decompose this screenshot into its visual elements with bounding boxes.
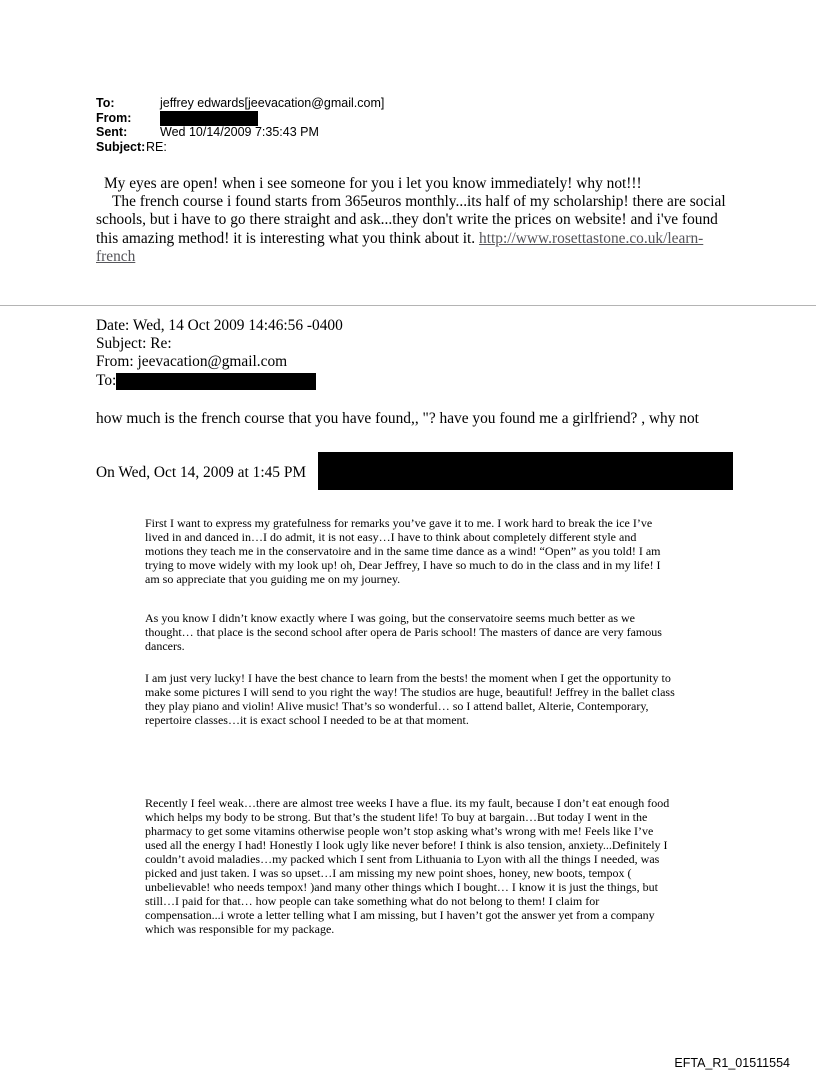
reply-message bbox=[96, 175, 736, 266]
redaction-bar bbox=[116, 373, 316, 390]
rosettastone-link[interactable]: http://www.rosettastone.co.uk/learn-french bbox=[96, 229, 704, 265]
quoted-paragraph-3: I am just very lucky! I have the best chance to learn from the bests! the moment when I get the opportunity to make some pictures I will send to you right the way! The studios are huge, beautiful! Jeffrey in the ballet class they play piano and violin! Alive music! That’s so wonderful… so I attend ballet, Alterie, Contemporary, repertoire classes…it is exact school I needed to be at that moment. bbox=[145, 671, 675, 727]
to-label: To: bbox=[96, 96, 115, 110]
quoted-paragraph-4: Recently I feel weak…there are almost tree weeks I have a flue. its my fault, because I don’t eat enough food which helps my body to be strong. But that’s the student life! To buy at bargain…But today I went in the pharmacy to get some vitamins otherwise people won’t stop asking what’s wrong with me! Feels like I’ve used all the energy I had! Honestly I look ugly like never before! I think is also tension, anxiety...Definitely I couldn’t avoid maladies…my packed which I sent from Lithuania to Lyon with all the things I needed, was picked and just taken. I was so upset…I am missing my new point shoes, honey, new boots, tempox ( unbelievable! who needs tempox! )and many other things which I bought… I know it is just the things, but still…I paid for that… how people can take something what do not belong to them! I claim for compensation...i wrote a letter telling what I am missing, but I haven’t got the answer yet from a company which was responsible for my package. bbox=[145, 796, 670, 936]
subject-label: Subject: bbox=[96, 139, 146, 154]
fwd-subject: Subject: Re: bbox=[96, 335, 172, 353]
forwarded-header bbox=[96, 317, 343, 390]
reply-line-1: My eyes are open! when i see someone for you i let you know immediately! why not!!! bbox=[104, 175, 642, 192]
from-label: From: bbox=[96, 110, 132, 125]
fwd-to-label: To: bbox=[96, 371, 117, 389]
fwd-to-row bbox=[96, 372, 343, 390]
sent-value: Wed 10/14/2009 7:35:43 PM bbox=[160, 125, 319, 140]
question-text: how much is the french course that you have found,, "? have you found me a girlfriend? , why not bbox=[96, 410, 699, 427]
email-header bbox=[96, 96, 384, 154]
divider bbox=[0, 305, 816, 306]
fwd-from: From: jeevacation@gmail.com bbox=[96, 353, 288, 371]
quote-intro bbox=[96, 452, 696, 490]
fwd-date: Date: Wed, 14 Oct 2009 14:46:56 -0400 bbox=[96, 317, 343, 334]
to-value: jeffrey edwards[jeevacation@gmail.com] bbox=[160, 96, 385, 110]
subject-value: RE: bbox=[146, 139, 167, 154]
subject-row bbox=[96, 140, 384, 155]
quoted-paragraph-1: First I want to express my gratefulness for remarks you’ve gave it to me. I work hard to break the ice I’ve lived in and danced in…I do admit, it is not easy…I have to think about completely different style and motions they teach me in the conservatoire and in the same time dance as a wind! “Open” as you told! I am trying to move widely with my look up! oh, Dear Jeffrey, I have so much to do in the class and in my life! I am so appreciate that you guiding me on my journey. bbox=[145, 516, 661, 586]
to-row bbox=[96, 96, 384, 111]
redaction-bar bbox=[160, 111, 258, 126]
document-id: EFTA_R1_01511554 bbox=[674, 1056, 790, 1070]
reply-line-2 bbox=[96, 193, 736, 266]
sent-label: Sent: bbox=[96, 125, 128, 140]
from-row bbox=[96, 111, 384, 126]
quote-intro-prefix: On Wed, Oct 14, 2009 at 1:45 PM bbox=[96, 464, 307, 481]
quoted-paragraph-2: As you know I didn’t know exactly where I was going, but the conservatoire seems much better as we thought… that place is the second school after opera de Paris school! The masters of dance are very famous dancers. bbox=[145, 611, 662, 653]
reply-line-2-text: The french course i found starts from 365euros monthly...its half of my scholarship! there are social schools, but i have to go there straight and ask...they don't write the prices on website! and i've found this amazing method! it is interesting what you think about it. bbox=[96, 193, 726, 247]
sent-row bbox=[96, 125, 384, 140]
quote-intro-suffix: wrote: bbox=[638, 464, 678, 481]
